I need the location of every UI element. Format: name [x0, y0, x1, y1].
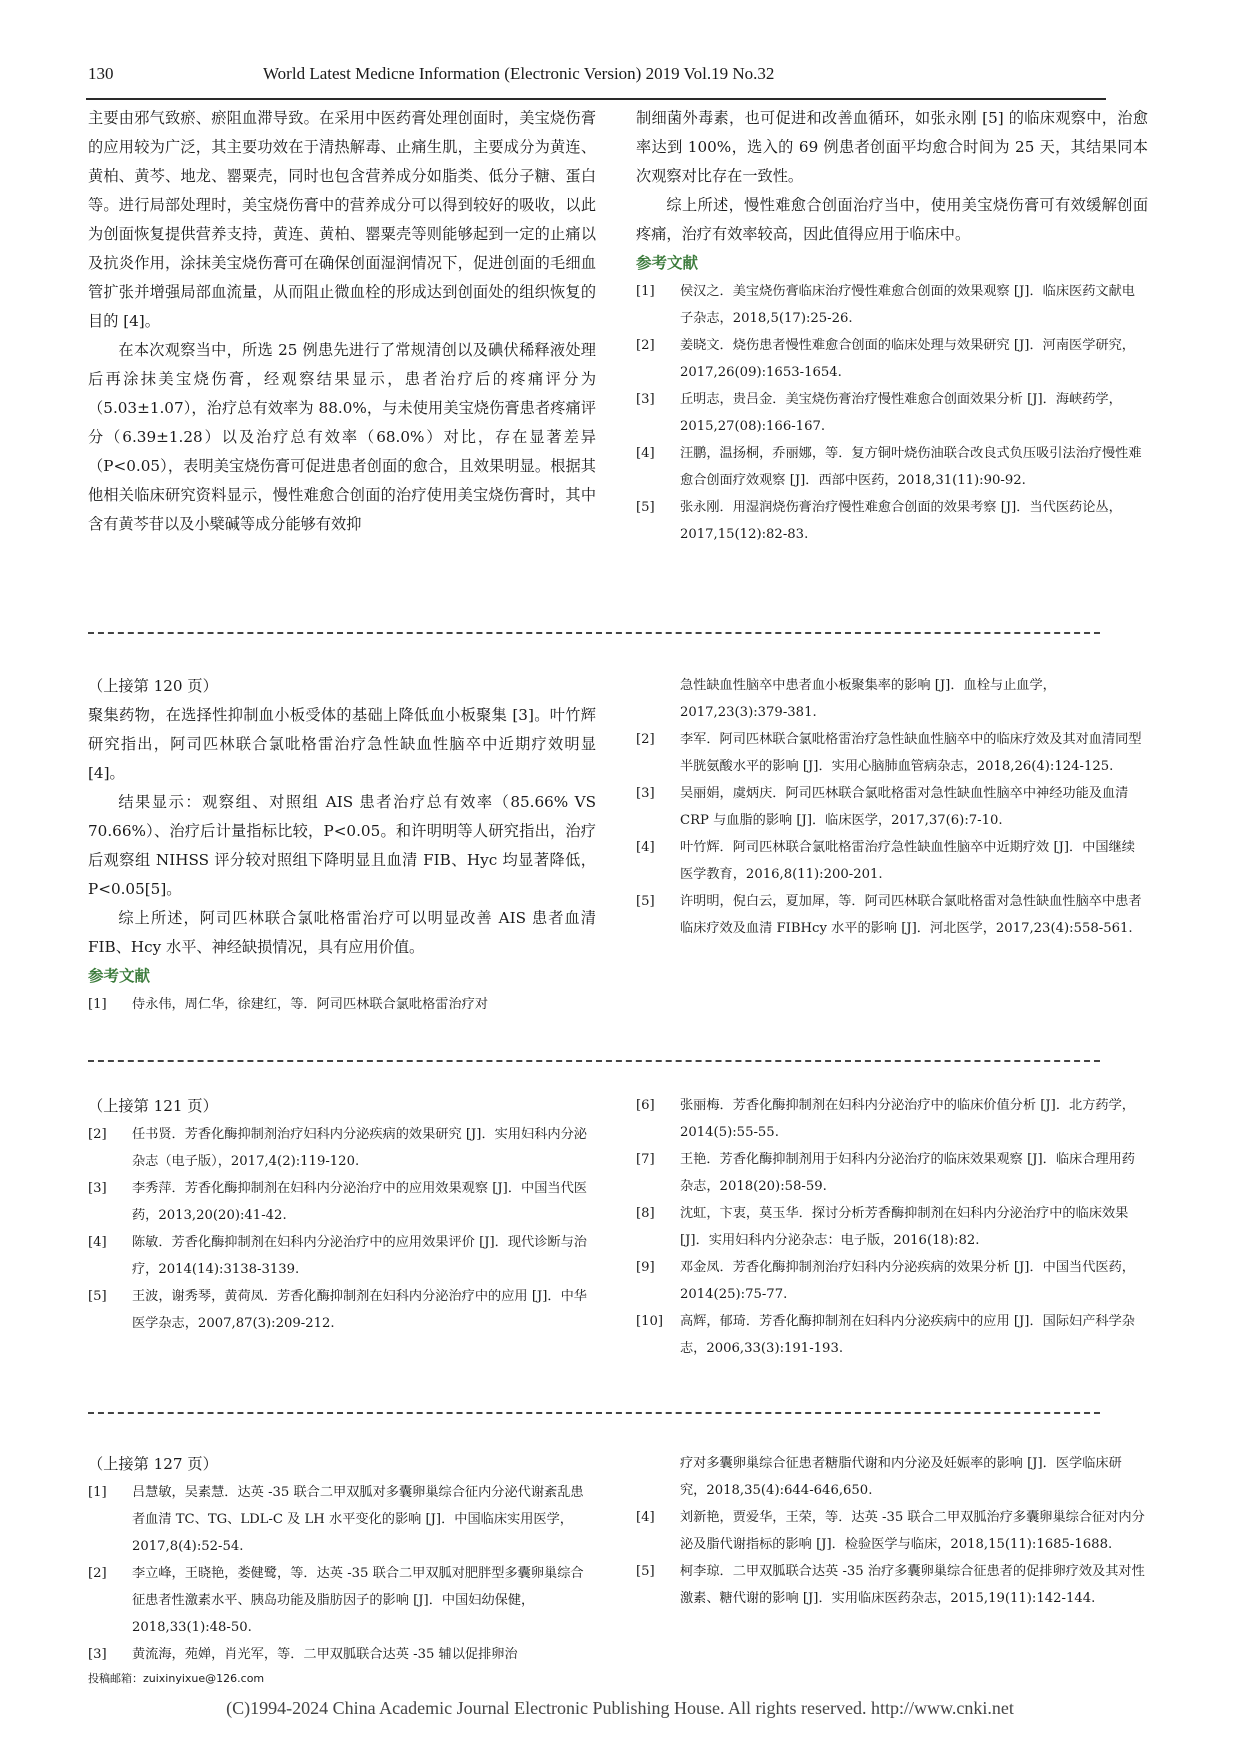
reference-item: [2] 姜晓文．烧伤患者慢性难愈合创面的临床处理与效果研究 [J]．河南医学研究，2017,26(09):1653-1654.	[636, 338, 1135, 380]
reference-list	[636, 278, 1148, 548]
reference-item: [3] 吴丽娟，虞炳庆．阿司匹林联合氯吡格雷对急性缺血性脑卒中神经功能及血清 CRP 与血脂的影响 [J]．临床医学，2017,37(6):7-10.	[636, 786, 1129, 828]
reference-item: [1] 侯汉之．美宝烧伤膏临床治疗慢性难愈合创面的效果观察 [J]．临床医药文献电子杂志，2018,5(17):25-26.	[636, 284, 1135, 326]
reference-item: [4] 刘新艳，贾爱华，王荣，等．达英 -35 联合二甲双胍治疗多囊卵巢综合征对内分泌及脂代谢指标的影响 [J]．检验医学与临床，2018,15(11):1685-1688.	[636, 1510, 1145, 1552]
body-paragraph: 综上所述，阿司匹林联合氯吡格雷治疗可以明显改善 AIS 患者血清 FIB、Hcy 水平、神经缺损情况，具有应用价值。	[88, 909, 596, 956]
reference-item: [3] 李秀萍．芳香化酶抑制剂在妇科内分泌治疗中的应用效果观察 [J]．中国当代医药，2013,20(20):41-42.	[88, 1181, 587, 1223]
reference-item: [3] 丘明志，贵吕金．美宝烧伤膏治疗慢性难愈合创面效果分析 [J]．海峡药学，2015,27(08):166-167.	[636, 392, 1122, 434]
references-heading: 参考文献	[88, 967, 151, 985]
reference-item: [3] 黄流海，苑婵，肖光军，等．二甲双胍联合达英 -35 辅以促排卵治	[88, 1647, 518, 1662]
section-separator	[88, 1060, 1100, 1062]
article1-right-column	[636, 104, 1148, 548]
page-number: 130	[88, 64, 114, 83]
article4-left-column	[88, 1450, 596, 1668]
journal-title: World Latest Medicne Information (Electronic Version) 2019 Vol.19 No.32	[263, 64, 775, 83]
reference-item: [8] 沈虹，卞衷，莫玉华．探讨分析芳香酶抑制剂在妇科内分泌治疗中的临床效果 [J]．实用妇科内分泌杂志：电子版，2016(18):82.	[636, 1206, 1129, 1248]
article1-left-column	[88, 104, 596, 539]
reference-item: [6] 张丽梅．芳香化酶抑制剂在妇科内分泌治疗中的临床价值分析 [J]．北方药学，2014(5):55-55.	[636, 1098, 1135, 1140]
continued-from-note: （上接第 120 页）	[88, 677, 218, 695]
reference-item: [5] 柯李琼．二甲双胍联合达英 -35 治疗多囊卵巢综合征患者的促排卵疗效及其对性激素、糖代谢的影响 [J]．实用临床医药杂志，2015,19(11):142-144.	[636, 1564, 1145, 1606]
reference-item: [7] 王艳．芳香化酶抑制剂用于妇科内分泌治疗的临床效果观察 [J]．临床合理用药杂志，2018(20):58-59.	[636, 1152, 1135, 1194]
reference-item: [4] 汪鹏，温扬桐，乔丽娜，等．复方铜叶烧伤油联合改良式负压吸引法治疗慢性难愈合创面疗效观察 [J]．西部中医药，2018,31(11):90-92.	[636, 446, 1142, 488]
article2-left-column	[88, 672, 596, 1018]
reference-item: [5] 张永刚．用湿润烧伤膏治疗慢性难愈合创面的效果考察 [J]．当代医药论丛，2017,15(12):82-83.	[636, 500, 1122, 542]
reference-item: [1] 吕慧敏，吴素慧．达英 -35 联合二甲双胍对多囊卵巢综合征内分泌代谢紊乱患者血清 TC、TG、LDL-C 及 LH 水平变化的影响 [J]．中国临床实用医学，2017,8(4):52-54.	[88, 1485, 584, 1554]
reference-item: [2] 李立峰，王晓艳，娄健鹭，等．达英 -35 联合二甲双胍对肥胖型多囊卵巢综合征患者性激素水平、胰岛功能及脂肪因子的影响 [J]．中国妇幼保健，2018,33(1):48-50.	[88, 1566, 584, 1635]
references-heading: 参考文献	[636, 254, 699, 272]
body-paragraph: 主要由邪气致瘀、瘀阻血滞导致。在采用中医药膏处理创面时，美宝烧伤膏的应用较为广泛，其主要功效在于清热解毒、止痛生肌，主要成分为黄连、黄柏、黄芩、地龙、罂粟壳，同时也包含营养成分如脂类、低分子糖、蛋白等。进行局部处理时，美宝烧伤膏中的营养成分可以得到较好的吸收，以此为创面恢复提供营养支持，黄连、黄柏、罂粟壳等则能够起到一定的止痛以及抗炎作用，涂抹美宝烧伤膏可在确保创面湿润情况下，促进创面的毛细血管扩张并增强局部血流量，从而阻止微血栓的形成达到创面处的组织恢复的目的 [4]。	[88, 109, 596, 330]
reference-item: [4] 陈敏．芳香化酶抑制剂在妇科内分泌治疗中的应用效果评价 [J]．现代诊断与治疗，2014(14):3138-3139.	[88, 1235, 587, 1277]
reference-item: [5] 许明明，倪白云，夏加犀，等．阿司匹林联合氯吡格雷对急性缺血性脑卒中患者临床疗效及血清 FIBHcy 水平的影响 [J]．河北医学，2017,23(4):558-561.	[636, 894, 1142, 936]
reference-item: [9] 邓金凤．芳香化酶抑制剂治疗妇科内分泌疾病的效果分析 [J]．中国当代医药，2014(25):75-77.	[636, 1260, 1135, 1302]
body-paragraph: 综上所述，慢性难愈合创面治疗当中，使用美宝烧伤膏可有效缓解创面疼痛，治疗有效率较高，因此值得应用于临床中。	[636, 196, 1148, 243]
body-paragraph: 在本次观察当中，所选 25 例患先进行了常规清创以及碘伏稀释液处理后再涂抹美宝烧伤膏，经观察结果显示，患者治疗后的疼痛评分为（5.03±1.07），治疗总有效率为 88.0%，与未使用美宝烧伤膏患者疼痛评分（6.39±1.28）以及治疗总有效率（68.0%）对比，存在显著差异（P<0.05），表明美宝烧伤膏可促进患者创面的愈合，且效果明显。根据其他相关临床研究资料显示，慢性难愈合创面的治疗使用美宝烧伤膏时，其中含有黄芩苷以及小檗碱等成分能够有效抑	[88, 341, 596, 533]
article4-right-column	[636, 1450, 1148, 1612]
section-separator	[88, 1412, 1100, 1414]
reference-item: [2] 李军．阿司匹林联合氯吡格雷治疗急性缺血性脑卒中的临床疗效及其对血清同型半胱氨酸水平的影响 [J]．实用心脑肺血管病杂志，2018,26(4):124-125.	[636, 732, 1142, 774]
section-separator	[88, 632, 1100, 634]
body-paragraph: 聚集药物，在选择性抑制血小板受体的基础上降低血小板聚集 [3]。叶竹辉研究指出，阿司匹林联合氯吡格雷治疗急性缺血性脑卒中近期疗效明显 [4]。	[88, 706, 596, 782]
submission-email: 投稿邮箱：zuixinyixue@126.com	[88, 1672, 265, 1685]
reference-item: [2] 任书贤．芳香化酶抑制剂治疗妇科内分泌疾病的效果研究 [J]．实用妇科内分泌杂志（电子版），2017,4(2):119-120.	[88, 1127, 587, 1169]
reference-item: [10] 高辉，郁琦．芳香化酶抑制剂在妇科内分泌疾病中的应用 [J]．国际妇产科学杂志，2006,33(3):191-193.	[636, 1314, 1135, 1356]
body-paragraph: 制细菌外毒素，也可促进和改善血循环，如张永刚 [5] 的临床观察中，治愈率达到 100%，选入的 69 例患者创面平均愈合时间为 25 天，其结果同本次观察对比存在一致性。	[636, 109, 1148, 185]
reference-item: [5] 王波，谢秀琴，黄荷凤．芳香化酶抑制剂在妇科内分泌治疗中的应用 [J]．中华医学杂志，2007,87(3):209-212.	[88, 1289, 587, 1331]
copyright-line: (C)1994-2024 China Academic Journal Electronic Publishing House. All rights reserved. http://www.cnki.net	[226, 1698, 1014, 1718]
continued-from-note: （上接第 127 页）	[88, 1455, 218, 1473]
body-paragraph: 结果显示：观察组、对照组 AIS 患者治疗总有效率（85.66% VS 70.66%）、治疗后计量指标比较，P<0.05。和许明明等人研究指出，治疗后观察组 NIHSS 评分较对照组下降明显且血清 FIB、Hyc 均显著降低，P<0.05[5]。	[88, 793, 596, 898]
header-rule	[86, 98, 1106, 100]
article3-left-column	[88, 1092, 596, 1337]
reference-item: [4] 叶竹辉．阿司匹林联合氯吡格雷治疗急性缺血性脑卒中近期疗效 [J]．中国继续医学教育，2016,8(11):200-201.	[636, 840, 1135, 882]
reference-item: 疗对多囊卵巢综合征患者糖脂代谢和内分泌及妊娠率的影响 [J]．医学临床研究，2018,35(4):644-646,650.	[680, 1456, 1122, 1498]
article3-right-column	[636, 1092, 1148, 1362]
reference-item: [1] 侍永伟，周仁华，徐建红，等．阿司匹林联合氯吡格雷治疗对	[88, 997, 489, 1012]
reference-item: 急性缺血性脑卒中患者血小板聚集率的影响 [J]．血栓与止血学，2017,23(3):379-381.	[680, 678, 1056, 720]
continued-from-note: （上接第 121 页）	[88, 1097, 218, 1115]
article2-right-column	[636, 672, 1148, 942]
